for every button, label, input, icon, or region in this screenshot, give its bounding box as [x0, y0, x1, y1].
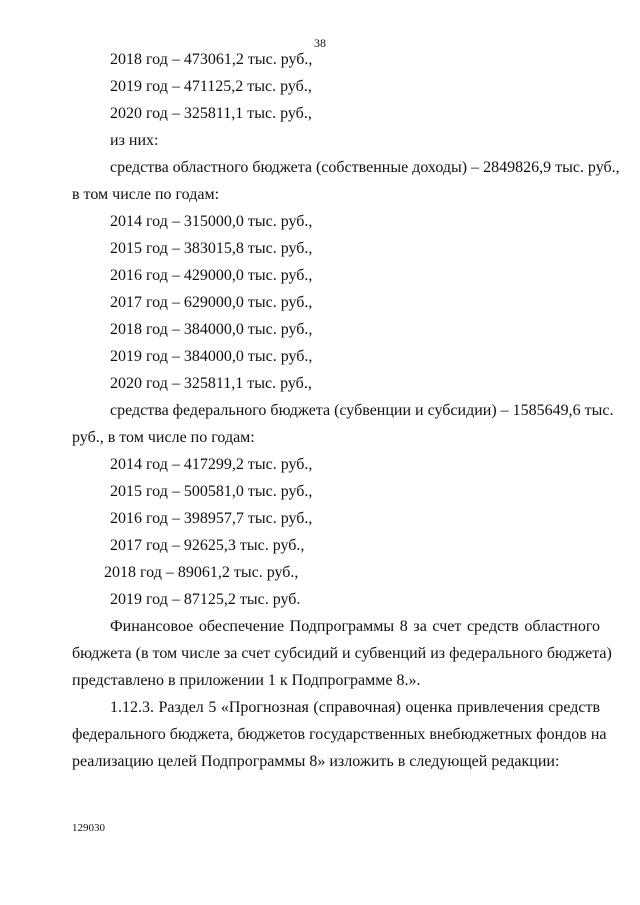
financing-paragraph-line: представлено в приложении 1 к Подпрограмме 8.».	[72, 672, 421, 689]
federal-year-line: 2016 год – 398957,7 тыс. руб.,	[110, 510, 313, 527]
financing-paragraph-line: Финансовое обеспечение Подпрограммы 8 за счет средств областного	[110, 618, 600, 635]
federal-budget-total: средства федерального бюджета (субвенции и субсидии) – 1585649,6 тыс.	[110, 402, 614, 419]
document-code: 129030	[72, 822, 105, 834]
federal-year-line: 2014 год – 417299,2 тыс. руб.,	[110, 456, 313, 473]
section5-paragraph-line: реализацию целей Подпрограммы 8» изложить в следующей редакции:	[72, 753, 560, 770]
regional-year-line: 2020 год – 325811,1 тыс. руб.,	[110, 375, 312, 392]
regional-year-line: 2018 год – 384000,0 тыс. руб.,	[110, 321, 313, 338]
federal-year-line: 2015 год – 500581,0 тыс. руб.,	[110, 483, 313, 500]
federal-year-line: 2018 год – 89061,2 тыс. руб.,	[104, 564, 299, 581]
of-them-label: из них:	[110, 132, 159, 149]
federal-year-line: 2019 год – 87125,2 тыс. руб.	[110, 591, 301, 608]
regional-year-line: 2019 год – 384000,0 тыс. руб.,	[110, 348, 313, 365]
regional-year-line: 2014 год – 315000,0 тыс. руб.,	[110, 213, 313, 230]
financing-paragraph-line: бюджета (в том числе за счет субсидий и субвенций из федерального бюджета)	[72, 645, 612, 662]
regional-budget-total: средства областного бюджета (собственные доходы) – 2849826,9 тыс. руб.,	[110, 159, 620, 176]
regional-year-line: 2016 год – 429000,0 тыс. руб.,	[110, 267, 313, 284]
federal-year-line: 2017 год – 92625,3 тыс. руб.,	[110, 537, 305, 554]
section5-paragraph-line: федерального бюджета, бюджетов государственных внебюджетных фондов на	[72, 726, 607, 743]
regional-year-line: 2015 год – 383015,8 тыс. руб.,	[110, 240, 313, 257]
year-line-2018: 2018 год – 473061,2 тыс. руб.,	[110, 51, 313, 68]
page-number: 38	[314, 36, 326, 50]
year-line-2019: 2019 год – 471125,2 тыс. руб.,	[110, 78, 312, 95]
year-line-2020: 2020 год – 325811,1 тыс. руб.,	[110, 105, 312, 122]
federal-budget-by-years: руб., в том числе по годам:	[72, 429, 255, 446]
section5-paragraph-line: 1.12.3. Раздел 5 «Прогнозная (справочная) оценка привлечения средств	[110, 699, 600, 716]
regional-year-line: 2017 год – 629000,0 тыс. руб.,	[110, 294, 313, 311]
regional-budget-by-years: в том числе по годам:	[72, 186, 220, 203]
